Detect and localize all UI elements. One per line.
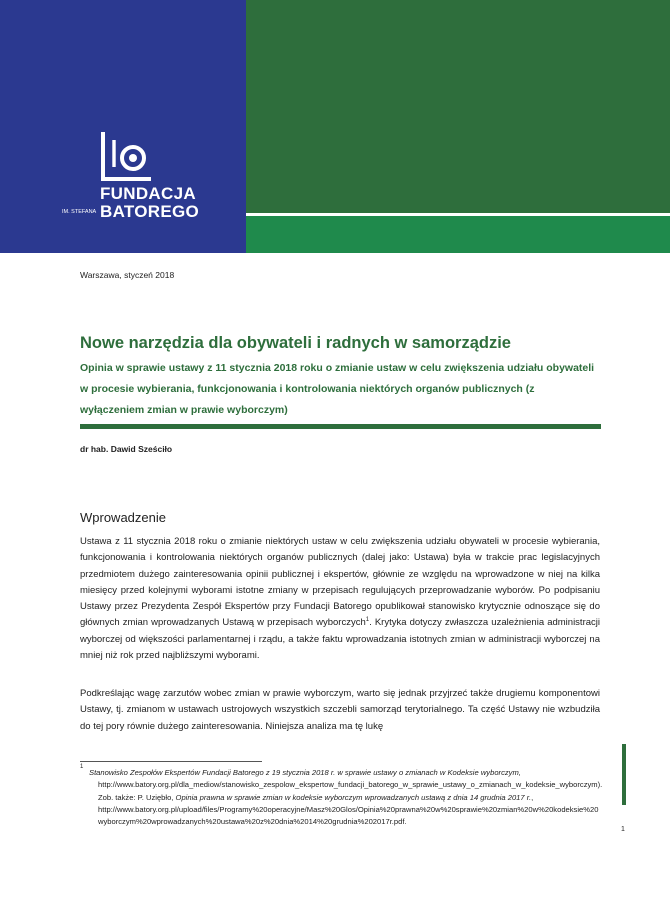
section-heading: Wprowadzenie bbox=[80, 510, 166, 525]
header-green-panel bbox=[246, 0, 670, 213]
foundation-logo bbox=[58, 130, 198, 230]
document-title: Nowe narzędzia dla obywateli i radnych w samorządzie bbox=[80, 334, 511, 352]
paragraph-text: . Krytyka dotyczy zwłaszcza uzależnienia administracji wyborczej od większości parlamentarnej i rządu, a także faktu wprowadzania istotnych zmian w administracji wyborczej na mniej niż rok przed najbliższymi wyborami. bbox=[80, 617, 600, 662]
footnote-link[interactable]: http://www.batory.org.pl/dla_mediow/stanowisko_zespolow_ekspertow_fundacji_batorego_w_sprawie_ustawy_o_zmianach_w_kodeksie_wyborczym bbox=[98, 780, 598, 790]
footnote-text: ). Zob. także: P. Uziębło, bbox=[98, 780, 603, 802]
foundation-logo-icon bbox=[100, 130, 154, 182]
place-date: Warszawa, styczeń 2018 bbox=[80, 270, 175, 280]
header-green-band bbox=[246, 213, 670, 253]
paragraph: Podkreślając wagę zarzutów wobec zmian w prawie wyborczym, warto się jednak przyjrzeć także drugiemu komponentowi Ustawy, tj. zmianom w ustawach ustrojowych wszystkich szczebli samorząd terytorialnego. Ta część Ustawy nie wzbudziła do tej pory równie dużego zainteresowania. Niniejsza analiza ma tę lukę bbox=[80, 688, 600, 732]
footnote-separator bbox=[80, 761, 262, 762]
footnote-reference[interactable]: 1 bbox=[365, 617, 370, 624]
paragraph bbox=[80, 534, 600, 664]
logo-name-line-1: FUNDACJA bbox=[100, 184, 196, 203]
footnote-link[interactable]: http://www.batory.org.pl/upload/files/Programy%20operacyjne/Masz%20Glos/Opinia%20prawna%20w%20sprawie%20zmian%20w%20kodeksie%20wyborczym%20wprowadzanych%20ustawa%20z%20dnia%2014%20grudnia%202017r.pdf. bbox=[98, 804, 599, 827]
author: dr hab. Dawid Sześciło bbox=[80, 444, 173, 454]
logo-name-prefix: IM. STEFANA bbox=[62, 209, 97, 215]
footnote: 1 Stanowisko Zespołów Ekspertów Fundacji Batorego z 19 stycznia 2018 r. w sprawie ustawy o zmianach w Kodeksie wyborczym, http://www.batory.org.pl/dla_mediow/stanowisko_zespolow_ekspertow_fundacji_batorego_w_sprawie_ustawy_o_zmianach_w_kodeksie_wyborczym). Zob. także: P. Uziębło, Opinia prawna w sprawie zmian w kodeksie wyborczym wprowadzanych ustawą z dnia 14 grudnia 2017 r., http://www.batory.org.pl/upload/files/Programy%20operacyjne/Masz%20Glos/Opinia%20prawna%20w%20sprawie%20zmian%20w%20kodeksie%20wyborczym%20wprowadzanych%20ustawa%20z%20dnia%2014%20grudnia%202017r.pdf. bbox=[80, 767, 600, 828]
page-number: 1 bbox=[621, 826, 625, 833]
page-side-marker bbox=[622, 744, 626, 805]
footnote-source-title: Stanowisko Zespołów Ekspertów Fundacji Batorego z 19 stycznia 2018 r. w sprawie ustawy o zmianach w Kodeksie wyborczym, bbox=[89, 768, 521, 777]
footnote-source-title: Opinia prawna w sprawie zmian w kodeksie wyborczym wprowadzanych ustawą z dnia 14 grudnia 2017 r. bbox=[175, 792, 532, 802]
paragraph-text: Ustawa z 11 stycznia 2018 roku o zmianie niektórych ustaw w celu zwiększenia udziału obywateli w procesie wybierania, funkcjonowania i kontrolowania niektórych organów publicznych (dalej jako: Ustawa) była w trakcie prac legislacyjnych przedmiotem dużego zainteresowania opinii publicznej i ekspertów, głównie ze względu na wprowadzone w niej na kilka miesięcy przed kolejnymi wyborami istotne zmiany w przepisach regulujących przeprowadzanie wyborów. Po podpisaniu Ustawy przez Prezydenta Zespół Ekspertów przy Fundacji Batorego opublikował stanowisko krytycznie odnoszące się do głównych zmian wprowadzanych Ustawą w przepisach wyborczych bbox=[80, 536, 600, 629]
footnote-text: , bbox=[531, 792, 534, 802]
document-subtitle: Opinia w sprawie ustawy z 11 stycznia 2018 roku o zmianie ustaw w celu zwiększenia udziału obywateli w procesie wybierania, funkcjonowania i kontrolowania niektórych organów publicznych (z wyłączeniem zmian w prawie wyborczym) bbox=[80, 362, 595, 416]
logo-name-line-2: BATOREGO bbox=[100, 202, 200, 221]
title-rule bbox=[80, 424, 601, 429]
header-divider bbox=[246, 213, 670, 216]
